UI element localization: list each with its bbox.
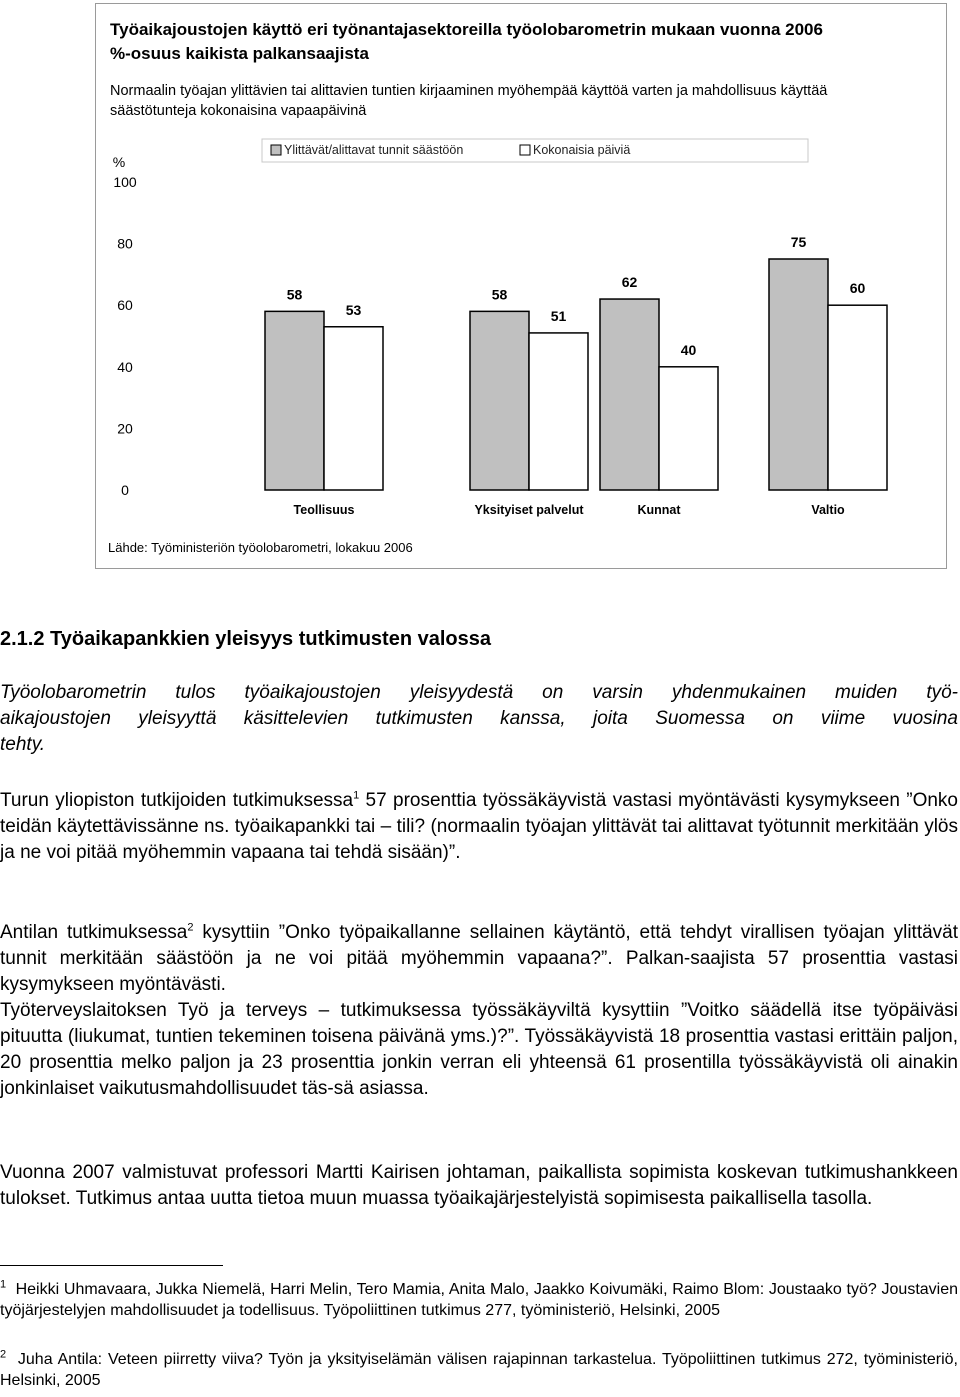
paragraph-antila: [0, 920, 958, 998]
y-tick-label: 0: [121, 482, 129, 498]
paragraph-text: kysyttiin ”Onko työpaikallanne sellainen käytäntö, että tehdyt virallisen työajan ylittävät tunnit merkitään säästöön ja ne voi pitää myöhemmin vapaana?”. Palkan-saajista 57 prosenttia vastasi kysymykseen myöntävästi.: [0, 922, 959, 995]
figure-frame: [95, 3, 947, 569]
bar: [529, 333, 588, 490]
bar: [324, 327, 383, 490]
bar-value-label: 75: [790, 234, 807, 250]
chart-title: Työaikajoustojen käyttö eri työnantajasektoreilla työolobarometrin mukaan vuonna 2006: [110, 20, 823, 39]
bar: [828, 305, 887, 490]
legend-label: Ylittävät/alittavat tunnit säästöön: [284, 143, 464, 157]
footnote-mark: 2: [0, 1348, 7, 1361]
legend-label: Kokonaisia päiviä: [533, 143, 631, 157]
footnote-text: Juha Antila: Veteen piirretty viiva? Työn ja yksityiselämän välisen rajapinnan tarkastelua. Työpoliittinen tutkimus 272, työministeriö, Helsinki, 2005: [0, 1351, 959, 1389]
bar-value-label: 51: [550, 307, 567, 324]
legend-swatch: [271, 145, 281, 155]
footnote-separator: [0, 1265, 223, 1266]
footnote-ref: 2: [187, 921, 194, 934]
footnote-ref: 1: [353, 789, 360, 802]
legend-swatch: [520, 145, 530, 155]
paragraph-text: Antilan tutkimuksessa: [0, 922, 188, 943]
paragraph-intro: [0, 680, 958, 758]
footnote-mark: 1: [0, 1278, 7, 1291]
x-category-label: Valtio: [811, 503, 845, 517]
bar-value-label: 53: [345, 301, 362, 318]
chart-title-line-2: %-osuus kaikista palkansaajista: [110, 44, 369, 63]
footnote-text: Heikki Uhmavaara, Jukka Niemelä, Harri Melin, Tero Mamia, Anita Malo, Jaakko Koivumäki, Raimo Blom: Joustaako työ? Joustavien työjärjestelyjen mahdollisuudet ja todellisuus. Työpoliittinen tutkimus 277, työministeriö, Helsinki, 2005: [0, 1281, 959, 1319]
bar: [600, 299, 659, 490]
section-heading: 2.1.2 Työaikapankkien yleisyys tutkimusten valossa: [0, 628, 491, 650]
footnote-1: [0, 1279, 958, 1321]
bar: [769, 259, 828, 490]
y-tick-label: 80: [117, 235, 133, 252]
bar: [470, 311, 529, 490]
chart-subtitle: Normaalin työajan ylittävien tai alittavien tuntien kirjaaminen myöhempää käyttöä varten ja mahdollisuus käyttää säästötunteja kokonaisina vapaapäivinä: [110, 83, 828, 119]
y-tick-label: 60: [117, 297, 133, 314]
paragraph-line: tehty.: [0, 734, 46, 755]
paragraph-text: 57 prosenttia työssäkäyvistä vastasi myöntävästi kysymykseen ”Onko teidän käytettävissänne ns. työaikapankki tai – tili? (normaalin työajan ylittävät tai alittavat työtunnit merkitään ylös ja ne voi pitää myöhemmin vapaana tai tehdä sisään)”.: [0, 790, 958, 863]
paragraph-turku: [0, 788, 958, 866]
paragraph-text: Turun yliopiston tutkijoiden tutkimuksessa: [0, 790, 354, 811]
y-axis-label: %: [112, 154, 126, 170]
x-category-label: Yksityiset palvelut: [474, 503, 584, 517]
chart-source: Lähde: Työministeriön työolobarometri, lokakuu 2006: [108, 540, 413, 555]
x-category-label: Teollisuus: [293, 503, 355, 517]
y-tick-label: 40: [117, 358, 133, 375]
bar: [659, 367, 718, 490]
x-category-label: Kunnat: [637, 503, 681, 517]
bar-chart: [96, 4, 946, 568]
bar-value-label: 58: [286, 286, 303, 303]
y-tick-label: 20: [117, 420, 133, 437]
paragraph-line: Työolobarometrin tulos työaikajoustojen yleisyydestä on varsin yhdenmukainen muiden työ-: [0, 682, 958, 703]
paragraph-tyoterveyslaitos: Työterveyslaitoksen Työ ja terveys – tutkimuksessa työssäkäyviltä kysyttiin ”Voitko säädellä itse työpäiväsi pituutta (liukumat, tuntien tekeminen toisena päivänä yms.)?”. Työssäkäyvistä 18 prosenttia vastasi erittäin paljon, 20 prosenttia melko paljon ja 23 prosenttia jonkin verran eli yhteensä 61 prosentilla työssäkäyvistä oli ainakin jonkinlaiset vaikutusmahdollisuudet täs-sä asiassa.: [0, 1000, 958, 1099]
bar-value-label: 40: [680, 341, 697, 358]
paragraph-kairinen: Vuonna 2007 valmistuvat professori Martti Kairisen johtaman, paikallista sopimista koskevan tutkimushankkeen tulokset. Tutkimus antaa uutta tietoa muun muassa työaikajärjestelyistä sopimisesta paikallisella tasolla.: [0, 1162, 958, 1209]
bar-value-label: 62: [621, 274, 638, 291]
bar-value-label: 58: [491, 286, 508, 303]
y-tick-label: 100: [113, 174, 137, 190]
footnote-2: [0, 1349, 958, 1391]
paragraph-line: aikajoustojen yleisyyttä käsittelevien tutkimusten kanssa, joita Suomessa on viime vuosina: [0, 708, 958, 729]
bar: [265, 311, 324, 490]
bar-value-label: 60: [849, 280, 866, 297]
